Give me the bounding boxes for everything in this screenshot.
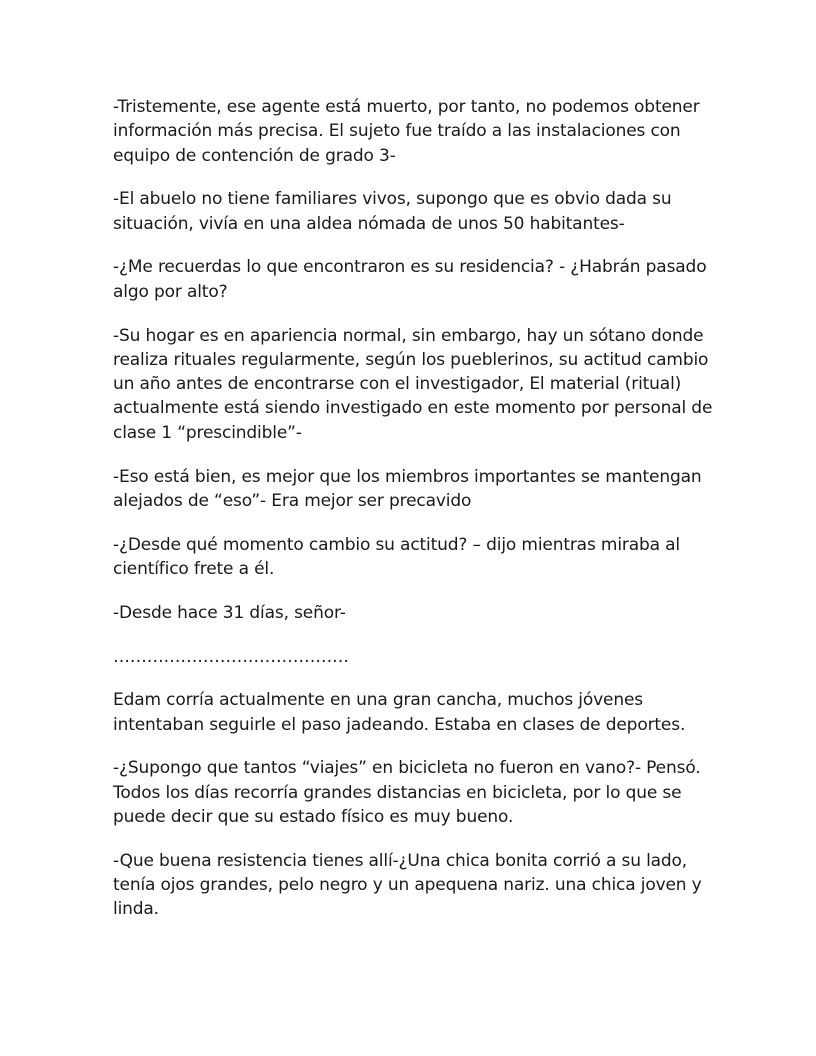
paragraph bbox=[113, 95, 713, 168]
text-line: situación, vivía en una aldea nómada de unos 50 habitantes- bbox=[113, 213, 625, 234]
text-line: alejados de “eso”- Era mejor ser precavido bbox=[113, 490, 472, 511]
text-line: -¿Me recuerdas lo que encontraron es su residencia? - ¿Habrán pasado bbox=[113, 257, 707, 278]
paragraph bbox=[113, 756, 713, 829]
paragraph bbox=[113, 324, 713, 445]
paragraph bbox=[113, 688, 713, 737]
text-line: equipo de contención de grado 3- bbox=[113, 145, 396, 166]
text-line: algo por alto? bbox=[113, 281, 228, 302]
text-line: …………………………………… bbox=[113, 646, 349, 667]
text-line: -¿Desde qué momento cambio su actitud? – dijo mientras miraba al bbox=[113, 534, 680, 555]
text-line: puede decir que su estado físico es muy bueno. bbox=[113, 807, 514, 828]
text-line: -El abuelo no tiene familiares vivos, supongo que es obvio dada su bbox=[113, 189, 672, 210]
paragraph bbox=[113, 187, 713, 236]
paragraph bbox=[113, 645, 713, 669]
paragraph bbox=[113, 533, 713, 582]
text-line: realiza rituales regularmente, según los pueblerinos, su actitud cambio bbox=[113, 349, 709, 370]
paragraph bbox=[113, 601, 713, 625]
paragraph bbox=[113, 255, 713, 304]
text-line: Todos los días recorría grandes distancias en bicicleta, por lo que se bbox=[113, 782, 682, 803]
text-line: -Desde hace 31 días, señor- bbox=[113, 602, 346, 623]
text-line: -Que buena resistencia tienes allí-¿Una chica bonita corrió a su lado, bbox=[113, 850, 688, 871]
paragraph bbox=[113, 465, 713, 514]
text-line: información más precisa. El sujeto fue traído a las instalaciones con bbox=[113, 121, 681, 142]
text-line: -Tristemente, ese agente está muerto, por tanto, no podemos obtener bbox=[113, 97, 700, 117]
text-line: linda. bbox=[113, 899, 159, 920]
text-line: actualmente está siendo investigado en este momento por personal de bbox=[113, 398, 713, 419]
document-body bbox=[113, 95, 713, 941]
text-line: -Su hogar es en apariencia normal, sin embargo, hay un sótano donde bbox=[113, 325, 704, 346]
text-line: -Eso está bien, es mejor que los miembros importantes se mantengan bbox=[113, 466, 702, 487]
text-line: científico frete a él. bbox=[113, 558, 275, 579]
text-line: -¿Supongo que tantos “viajes” en bicicleta no fueron en vano?- Pensó. bbox=[113, 758, 701, 779]
paragraph bbox=[113, 849, 713, 922]
text-line: intentaban seguirle el paso jadeando. Estaba en clases de deportes. bbox=[113, 714, 686, 735]
text-line: clase 1 “prescindible”- bbox=[113, 422, 302, 443]
text-line: Edam corría actualmente en una gran cancha, muchos jóvenes bbox=[113, 690, 643, 711]
text-line: tenía ojos grandes, pelo negro y un apequena nariz. una chica joven y bbox=[113, 875, 702, 896]
text-line: un año antes de encontrarse con el investigador, El material (ritual) bbox=[113, 374, 682, 395]
